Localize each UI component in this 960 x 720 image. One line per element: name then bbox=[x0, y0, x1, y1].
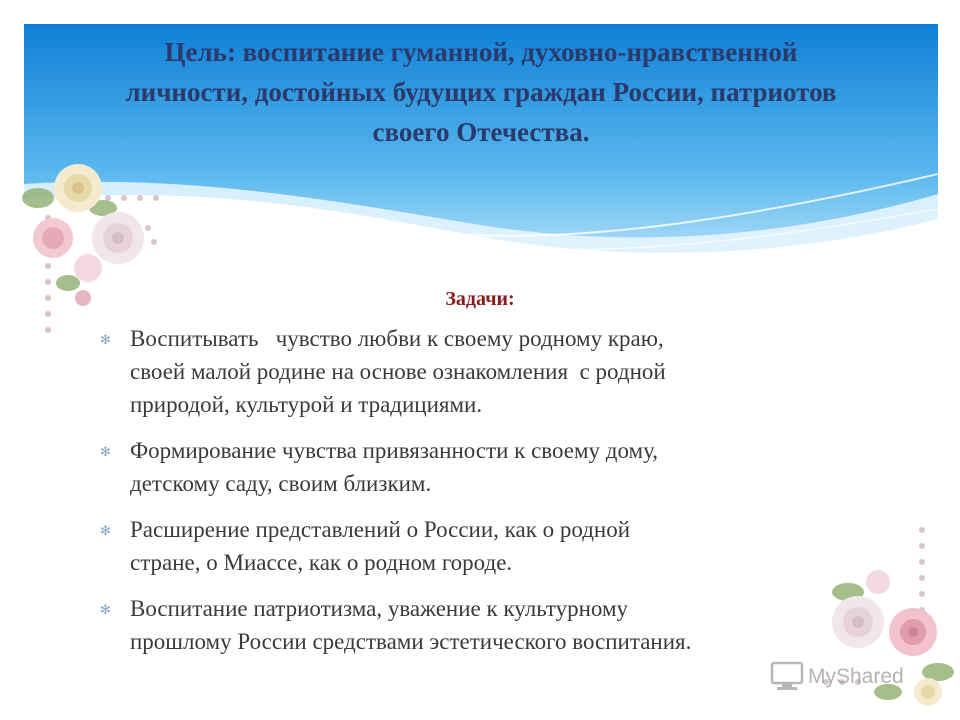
list-item bbox=[100, 592, 820, 658]
slide-title bbox=[24, 32, 938, 152]
task-line: прошлому России средствами эстетического воспитания. bbox=[130, 629, 692, 654]
list-item bbox=[100, 513, 820, 579]
task-line: Воспитывать чувство любви к своему родному краю, bbox=[130, 326, 664, 351]
task-line: стране, о Миассе, как о родном городе. bbox=[130, 550, 513, 575]
task-line: Воспитание патриотизма, уважение к культурному bbox=[130, 596, 629, 621]
list-item bbox=[100, 434, 820, 500]
asterisk-bullet-icon: ✻ bbox=[100, 602, 111, 617]
title-line: личности, достойных будущих граждан России, патриотов bbox=[125, 77, 837, 107]
tasks-heading: Задачи: bbox=[445, 288, 515, 310]
watermark-text: MyShared bbox=[808, 665, 904, 688]
monitor-icon bbox=[772, 663, 802, 690]
rose-corner-icon bbox=[8, 158, 168, 348]
title-line: Цель: воспитание гуманной, духовно-нравственной bbox=[164, 37, 798, 67]
task-line: природой, культурой и традициями. bbox=[130, 392, 483, 417]
title-line: своего Отечества. bbox=[372, 117, 590, 147]
asterisk-bullet-icon: ✻ bbox=[100, 444, 111, 459]
tasks-list bbox=[100, 322, 820, 671]
task-line: Расширение представлений о России, как о родной bbox=[130, 517, 631, 542]
asterisk-bullet-icon: ✻ bbox=[100, 332, 111, 347]
task-line: детскому саду, своим близким. bbox=[130, 471, 432, 496]
task-line: своей малой родине на основе ознакомления с родной bbox=[130, 359, 666, 384]
asterisk-bullet-icon: ✻ bbox=[100, 523, 111, 538]
task-line: Формирование чувства привязанности к своему дому, bbox=[130, 438, 659, 463]
watermark bbox=[770, 658, 930, 694]
list-item bbox=[100, 322, 820, 421]
